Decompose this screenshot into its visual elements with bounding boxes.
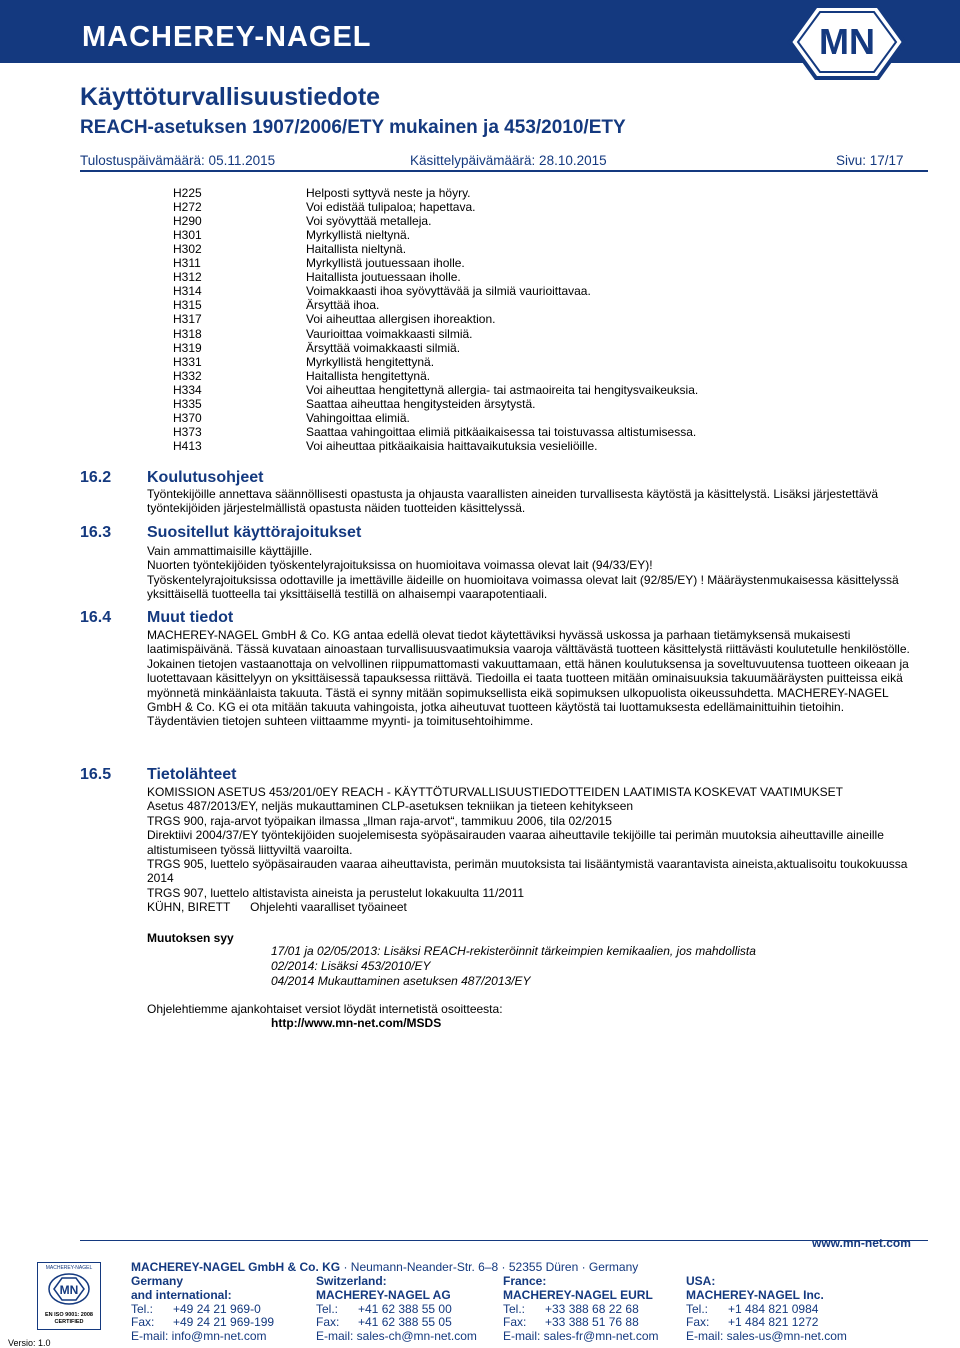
h-phrase-row: [0, 369, 960, 383]
contact-tel: [131, 1303, 274, 1317]
contact-company: MACHEREY-NAGEL AG: [316, 1287, 451, 1302]
h-text: Saattaa aiheuttaa hengitysteiden ärsytystä.: [306, 396, 536, 411]
fax-number: +1 484 821 1272: [728, 1315, 819, 1330]
brand-name: MACHEREY-NAGEL: [82, 21, 372, 53]
h-phrase-row: [0, 256, 960, 270]
h-code: H290: [173, 214, 202, 229]
h-code: H312: [173, 270, 202, 285]
mn-logo-icon: [782, 2, 912, 82]
h-phrase-row: [0, 425, 960, 439]
h-phrase-row: [0, 411, 960, 425]
page-subtitle: REACH-asetuksen 1907/2006/ETY mukainen ja 453/2010/ETY: [80, 117, 626, 138]
cert-company: MACHEREY-NAGEL: [45, 1265, 93, 1271]
source-line: KOMISSION ASETUS 453/201/0EY REACH - KÄYTTÖTURVALLISUUSTIEDOTTEIDEN LAATIMISTA KOSKEVAT VAATIMUKSET: [147, 785, 843, 799]
h-phrase-row: [0, 200, 960, 214]
header-divider: [80, 170, 928, 172]
h-text: Haitallista hengitettynä.: [306, 368, 431, 383]
contact-email[interactable]: E-mail: sales-fr@mn-net.com: [503, 1329, 659, 1344]
section-16-4-number: 16.4: [80, 609, 112, 626]
h-code: H311: [173, 256, 201, 271]
h-phrase-row: [0, 186, 960, 200]
h-code: H314: [173, 284, 202, 299]
contact-column: [131, 1275, 274, 1344]
tel-label: Tel.:: [131, 1301, 154, 1316]
h-phrase-row: [0, 355, 960, 369]
h-text: Saattaa vahingoittaa elimiä pitkäaikaisessa tai toistuvassa altistumisessa.: [306, 424, 697, 439]
h-code: H335: [173, 396, 202, 411]
source-line: TRGS 905, luettelo syöpäsairauden vaaraa aiheuttavista, perimän muutoksista tai lisääntymistä vaarantavista aineista,aktualisoitu toukokuussa 2014: [147, 857, 908, 886]
h-text: Vahingoittaa elimiä.: [306, 410, 410, 425]
change-line: 04/2014 Mukauttaminen asetuksen 487/2013/EY: [271, 974, 531, 988]
address-text: · Neumann-Neander-Str. 6–8 · 52355 Düren · Germany: [340, 1260, 639, 1274]
contact-tel: [503, 1303, 659, 1317]
sources-text: [147, 785, 912, 915]
h-text: Voi edistää tulipaloa; hapettava.: [306, 200, 476, 215]
h-phrase-row: [0, 397, 960, 411]
tel-label: Tel.:: [316, 1301, 339, 1316]
tel-label: Tel.:: [686, 1301, 709, 1316]
contact-column: [686, 1275, 847, 1344]
fax-number: +33 388 51 76 88: [545, 1315, 639, 1330]
h-code: H319: [173, 340, 202, 355]
company-address: [131, 1260, 638, 1274]
training-text: Työntekijöille annettava säännöllisesti opastusta ja ohjausta vaarallisten aineiden turvallisesta käytöstä ja käsittelystä. Lisäksi järjestettävä työntekijöiden järjestelmällistä opastusta näiden tuotteiden käsittelyssä.: [147, 487, 879, 516]
company-name: MACHEREY-NAGEL GmbH & Co. KG: [131, 1260, 341, 1274]
restriction-line: Nuorten työntekijöiden työskentelyrajoituksissa on huomioitava voimassa olevat lait (94/33/EY)!: [147, 558, 653, 573]
h-code: H318: [173, 326, 202, 341]
h-text: Myrkyllistä joutuessaan iholle.: [306, 256, 465, 271]
h-phrase-row: [0, 383, 960, 397]
h-text: Voi aiheuttaa hengitettynä allergia- tai astmaoireita tai hengitysvaikeuksia.: [306, 382, 699, 397]
section-16-4-title: Muut tiedot: [147, 609, 234, 626]
footer-divider: [80, 1240, 928, 1241]
source-line: TRGS 900, raja-arvot työpaikan ilmassa „Ilman raja-arvot“, tammikuu 2006, tila 02/2015: [147, 813, 612, 828]
change-line: 02/2014: Lisäksi 453/2010/EY: [271, 959, 431, 973]
h-phrase-row: [0, 341, 960, 355]
h-phrase-row: [0, 284, 960, 298]
cert-logo-icon: [38, 1271, 100, 1307]
h-code: H302: [173, 242, 202, 257]
h-phrase-row: [0, 242, 960, 256]
h-phrase-row: [0, 298, 960, 312]
contact-email[interactable]: E-mail: sales-ch@mn-net.com: [316, 1329, 477, 1344]
changes-list: [271, 944, 911, 989]
h-code: H413: [173, 438, 202, 453]
logo-text: MN: [819, 21, 875, 62]
contact-region: Germany: [131, 1274, 184, 1288]
print-date: Tulostuspäivämäärä: 05.11.2015: [80, 153, 276, 168]
contact-fax: [131, 1316, 274, 1330]
process-date: Käsittelypäivämäärä: 28.10.2015: [410, 153, 607, 168]
contact-tel: [316, 1303, 477, 1317]
contact-fax: [503, 1316, 659, 1330]
h-code: H315: [173, 298, 202, 313]
fax-number: +41 62 388 55 05: [358, 1315, 452, 1330]
h-phrase-row: [0, 327, 960, 341]
h-text: Ärsyttää voimakkaasti silmiä.: [306, 340, 461, 355]
fax-label: Fax:: [316, 1315, 340, 1330]
restrictions-text: [147, 544, 912, 602]
page-number: Sivu: 17/17: [836, 153, 904, 168]
h-code: H331: [173, 354, 202, 369]
tel-label: Tel.:: [503, 1301, 526, 1316]
fax-label: Fax:: [503, 1315, 527, 1330]
section-16-3-number: 16.3: [80, 524, 112, 541]
h-text: Vaurioittaa voimakkaasti silmiä.: [306, 326, 473, 341]
fax-number: +49 24 21 969-199: [173, 1315, 275, 1330]
h-text: Haitallista nieltynä.: [306, 242, 407, 257]
h-text: Voi aiheuttaa allergisen ihoreaktion.: [306, 312, 496, 327]
h-text: Haitallista joutuessaan iholle.: [306, 270, 461, 285]
restriction-line: Vain ammattimaisille käyttäjille.: [147, 544, 313, 558]
h-text: Helposti syttyvä neste ja höyry.: [306, 186, 471, 200]
h-phrase-row: [0, 312, 960, 326]
tel-number: +49 24 21 969-0: [173, 1301, 261, 1316]
iso-certificate-badge: [37, 1262, 101, 1330]
source-line: Asetus 487/2013/EY, neljäs mukauttaminen CLP-asetuksen tekniikan ja tieteen kehitykseen: [147, 799, 634, 814]
section-16-3-title: Suositellut käyttörajoitukset: [147, 524, 362, 541]
contact-region: France:: [503, 1274, 547, 1288]
contact-company: MACHEREY-NAGEL EURL: [503, 1287, 653, 1302]
h-text: Myrkyllistä nieltynä.: [306, 228, 411, 243]
h-phrase-row: [0, 270, 960, 284]
h-text: Voimakkaasti ihoa syövyttävää ja silmiä vaurioittavaa.: [306, 284, 591, 299]
section-16-2-number: 16.2: [80, 469, 112, 486]
h-code: H334: [173, 382, 202, 397]
contact-column: [503, 1275, 659, 1344]
svg-text:MN: MN: [59, 1283, 79, 1297]
changes-label: Muutoksen syy: [147, 931, 234, 945]
h-code: H272: [173, 200, 202, 215]
tel-number: +33 388 68 22 68: [545, 1301, 639, 1316]
mn-logo: [782, 2, 912, 82]
h-phrase-row: [0, 439, 960, 453]
cert-iso: EN ISO 9001: 2008: [44, 1312, 93, 1318]
contact-tel: [686, 1303, 847, 1317]
fax-label: Fax:: [686, 1315, 710, 1330]
h-text: Voi aiheuttaa pitkäaikaisia haittavaikutuksia vesieliöille.: [306, 438, 598, 453]
tel-number: +1 484 821 0984: [728, 1301, 819, 1316]
contact-region: Switzerland:: [316, 1274, 387, 1288]
source-line: KÜHN, BIRETT Ohjelehti vaaralliset työaineet: [147, 900, 407, 915]
source-line: Direktiivi 2004/37/EY työntekijöiden suojelemisesta syöpäsairauden vaaraa aiheuttavile tekijöille tai perimän muutoksia aiheuttaville aineille altistumiseen työssä liittyviltä vaaroilta.: [147, 828, 884, 857]
contact-email[interactable]: E-mail: sales-us@mn-net.com: [686, 1329, 847, 1344]
contact-email[interactable]: E-mail: info@mn-net.com: [131, 1329, 267, 1344]
version-label: Versio: 1.0: [8, 1338, 51, 1348]
current-versions-text: Ohjelehtiemme ajankohtaiset versiot löydät internetistä osoitteesta:: [147, 1002, 503, 1016]
msds-link[interactable]: http://www.mn-net.com/MSDS: [271, 1016, 442, 1030]
h-text: Ärsyttää ihoa.: [306, 298, 380, 313]
fax-label: Fax:: [131, 1315, 155, 1330]
contact-column: [316, 1275, 477, 1344]
contact-company: and international:: [131, 1287, 232, 1302]
h-code: H373: [173, 424, 202, 439]
h-phrase-row: [0, 214, 960, 228]
h-text: Myrkyllistä hengitettynä.: [306, 354, 435, 369]
h-code: H317: [173, 312, 202, 327]
cert-certified: CERTIFIED: [54, 1319, 84, 1325]
section-16-5-title: Tietolähteet: [147, 766, 237, 783]
h-code: H332: [173, 368, 202, 383]
other-info-text: MACHEREY-NAGEL GmbH & Co. KG antaa edellä olevat tiedot käytettäviksi hyvässä uskossa ja parhaan tietämyksensä mukaisesti laatimispäivänä. Tässä kuvataan ainoastaan turvallisuusvaatimuksia vaaroja välttävästä tuotteen käsittelystä riittävästi koulutetulle henkilöstölle. Jokainen tietojen vastaanottaja on velvollinen riippumattomasti vakuuttamaan, että hänen koulutuksensa ja soveltuvuutensa tuotteen oikeaan ja luotettavaan käsittelyyn on yksittäisessä tapauksessa riittävä. Tiedoilla ei taata tuotteen mitään ominaisuuksia takuumääräysten puitteissa eikä myönnetä minkäänlaista takuuta. Tästä ei synny mitään sopimuksellista eikä sopimuksen ulkopuolista oikeussuhdetta. MACHEREY-NAGEL GmbH & Co. KG ei ota mitään takuuta vahingoista, jotka aiheutuvat tuotteen käytöstä tai luottamuksesta edellämainittuihin tietoihin. Täydentävien tietojen suhteen viittaamme myynti- ja toimitusehtoihimme.: [147, 628, 910, 729]
restriction-line: Työskentelyrajoituksissa odottaville ja imettäville äideille on huomioitava voimassa olevat lait (92/85/EY) ! Määräystenmukaisessa käsittelyssä yksittäisellä tuotteella tai yksittäisellä testillä on alhaisempi vaarapotentiaali.: [147, 572, 899, 602]
source-line: TRGS 907, luettelo altistavista aineista ja perustelut lokakuulta 11/2011: [147, 885, 525, 900]
section-16-5-number: 16.5: [80, 766, 112, 783]
website-link[interactable]: www.mn-net.com: [812, 1236, 911, 1250]
contact-region: USA:: [686, 1274, 716, 1288]
contact-fax: [686, 1316, 847, 1330]
contact-fax: [316, 1316, 477, 1330]
contact-company: MACHEREY-NAGEL Inc.: [686, 1287, 824, 1302]
h-text: Voi syövyttää metalleja.: [306, 214, 432, 229]
section-16-2-title: Koulutusohjeet: [147, 469, 264, 486]
page-title: Käyttöturvallisuustiedote: [80, 83, 381, 111]
h-phrase-row: [0, 228, 960, 242]
h-code: H301: [173, 228, 202, 243]
tel-number: +41 62 388 55 00: [358, 1301, 452, 1316]
change-line: 17/01 ja 02/05/2013: Lisäksi REACH-rekisteröinnit tärkeimpien kemikaalien, jos mahdollista: [271, 944, 756, 958]
h-code: H225: [173, 186, 202, 200]
h-code: H370: [173, 410, 202, 425]
